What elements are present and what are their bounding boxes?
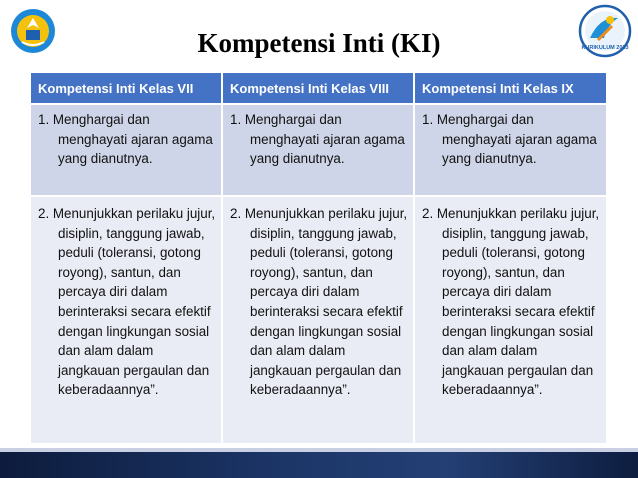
table-header-row [31, 73, 606, 104]
ki-item: 2. Menunjukkan perilaku jujur, disiplin, tanggung jawab, peduli (toleransi, gotong royong), santun, dan percaya diri dalam berinteraksi secara efektif dengan lingkungan sosial dan alam dalam jangkauan pergaulan dan keberadaannya”. [422, 206, 600, 398]
table-cell [414, 104, 606, 196]
column-header-kelas-vii: Kompetensi Inti Kelas VII [31, 73, 222, 104]
ki-item: 1. Menghargai dan menghayati ajaran agama yang dianutnya. [230, 112, 405, 167]
table-cell [222, 196, 414, 443]
ki-item: 2. Menunjukkan perilaku jujur, disiplin, tanggung jawab, peduli (toleransi, gotong royong), santun, dan percaya diri dalam berinteraksi secara efektif dengan lingkungan sosial dan alam dalam jangkauan pergaulan dan keberadaannya”. [230, 206, 408, 398]
column-header-kelas-ix: Kompetensi Inti Kelas IX [414, 73, 606, 104]
ki-item: 2. Menunjukkan perilaku jujur, disiplin, tanggung jawab, peduli (toleransi, gotong royong), santun, dan percaya diri dalam berinteraksi secara efektif dengan lingkungan sosial dan alam dalam jangkauan pergaulan dan keberadaannya”. [38, 206, 216, 398]
table-cell [31, 196, 222, 443]
ki-item: 1. Menghargai dan menghayati ajaran agama yang dianutnya. [422, 112, 597, 167]
table-row [31, 104, 606, 196]
footer-bar [0, 452, 638, 478]
logo-label: KURIKULUM 2013 [581, 45, 629, 51]
table-cell [414, 196, 606, 443]
ki-table [31, 73, 606, 443]
table-row [31, 196, 606, 443]
table-cell [222, 104, 414, 196]
ki-item: 1. Menghargai dan menghayati ajaran agama yang dianutnya. [38, 112, 213, 167]
table-cell [31, 104, 222, 196]
column-header-kelas-viii: Kompetensi Inti Kelas VIII [222, 73, 414, 104]
page-title: Kompetensi Inti (KI) [197, 28, 441, 58]
